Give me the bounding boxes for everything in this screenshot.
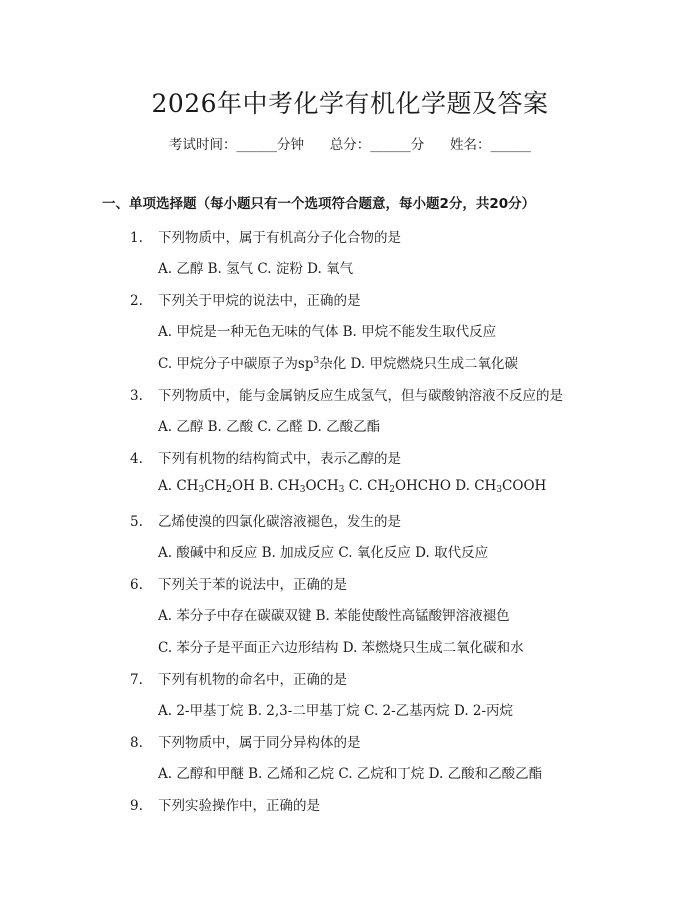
subscript: 3 <box>496 485 503 495</box>
formula-text: C. CH <box>344 478 390 494</box>
question-9 <box>130 794 320 814</box>
question-stem: 下列关于苯的说法中，正确的是 <box>158 577 347 593</box>
question-6-options-line1: A. 苯分子中存在碳碳双键 B. 苯能使酸性高锰酸钾溶液褪色 <box>158 608 510 624</box>
formula-text: OCH <box>305 478 339 494</box>
student-name: 姓名：______ <box>450 137 531 153</box>
question-4 <box>130 447 401 467</box>
question-number: 7. <box>130 672 143 688</box>
option-text: C. 甲烷分子中碳原子为sp <box>158 356 314 372</box>
formula-text: CH <box>204 478 227 494</box>
question-number: 4. <box>130 451 143 467</box>
question-stem: 下列实验操作中，正确的是 <box>158 798 320 814</box>
question-number: 2. <box>130 293 143 309</box>
exam-time: 考试时间：______分钟 <box>169 137 304 153</box>
question-number: 9. <box>130 798 143 814</box>
question-8-options: A. 乙醇和甲醚 B. 乙烯和乙烷 C. 乙烷和丁烷 D. 乙酸和乙酸乙酯 <box>158 766 543 782</box>
question-stem: 下列物质中，能与金属钠反应生成氢气，但与碳酸钠溶液不反应的是 <box>158 388 563 404</box>
question-number: 3. <box>130 388 143 404</box>
question-3 <box>130 384 563 404</box>
formula-text: OHCHO D. CH <box>394 478 497 494</box>
question-2 <box>130 289 361 309</box>
exam-meta <box>0 133 700 153</box>
subscript: 2 <box>226 485 233 495</box>
question-8 <box>130 731 361 751</box>
subscript: 3 <box>198 485 205 495</box>
question-2-options-line2 <box>158 352 518 372</box>
total-score: 总分：______分 <box>329 137 425 153</box>
question-stem: 下列有机物的命名中，正确的是 <box>158 672 347 688</box>
question-7 <box>130 668 347 688</box>
question-1-options: A. 乙醇 B. 氢气 C. 淀粉 D. 氧气 <box>158 261 354 277</box>
formula-text: A. CH <box>158 478 199 494</box>
question-6 <box>130 573 347 593</box>
question-stem: 下列物质中，属于同分异构体的是 <box>158 735 361 751</box>
formula-text: OH B. CH <box>232 478 300 494</box>
question-6-options-line2: C. 苯分子是平面正六边形结构 D. 苯燃烧只生成二氧化碳和水 <box>158 640 524 656</box>
subscript: 3 <box>338 485 345 495</box>
question-number: 5. <box>130 514 143 530</box>
question-4-options <box>158 478 546 495</box>
subscript: 2 <box>389 485 395 495</box>
question-5-options: A. 酸碱中和反应 B. 加成反应 C. 氧化反应 D. 取代反应 <box>158 545 489 561</box>
question-stem: 下列关于甲烷的说法中，正确的是 <box>158 293 361 309</box>
subscript: 3 <box>299 485 306 495</box>
question-1 <box>130 226 401 246</box>
question-5 <box>130 510 401 530</box>
question-stem: 乙烯使溴的四氯化碳溶液褪色，发生的是 <box>158 514 401 530</box>
question-number: 6. <box>130 577 143 593</box>
question-number: 8. <box>130 735 143 751</box>
question-2-options-line1: A. 甲烷是一种无色无味的气体 B. 甲烷不能发生取代反应 <box>158 324 497 340</box>
superscript: 3 <box>313 356 320 366</box>
question-stem: 下列物质中，属于有机高分子化合物的是 <box>158 230 401 246</box>
question-7-options: A. 2-甲基丁烷 B. 2,3-二甲基丁烷 C. 2-乙基丙烷 D. 2-丙烷 <box>158 703 514 719</box>
page-title: 2026年中考化学有机化学题及答案 <box>151 89 549 118</box>
question-3-options: A. 乙醇 B. 乙酸 C. 乙醛 D. 乙酸乙酯 <box>158 419 381 435</box>
question-stem: 下列有机物的结构简式中，表示乙醇的是 <box>158 451 401 467</box>
section-heading: 一、单项选择题（每小题只有一个选项符合题意，每小题2分，共20分） <box>102 196 536 212</box>
option-text: 杂化 D. 甲烷燃烧只生成二氧化碳 <box>319 356 518 372</box>
question-number: 1. <box>130 230 143 246</box>
formula-text: COOH <box>502 478 547 494</box>
